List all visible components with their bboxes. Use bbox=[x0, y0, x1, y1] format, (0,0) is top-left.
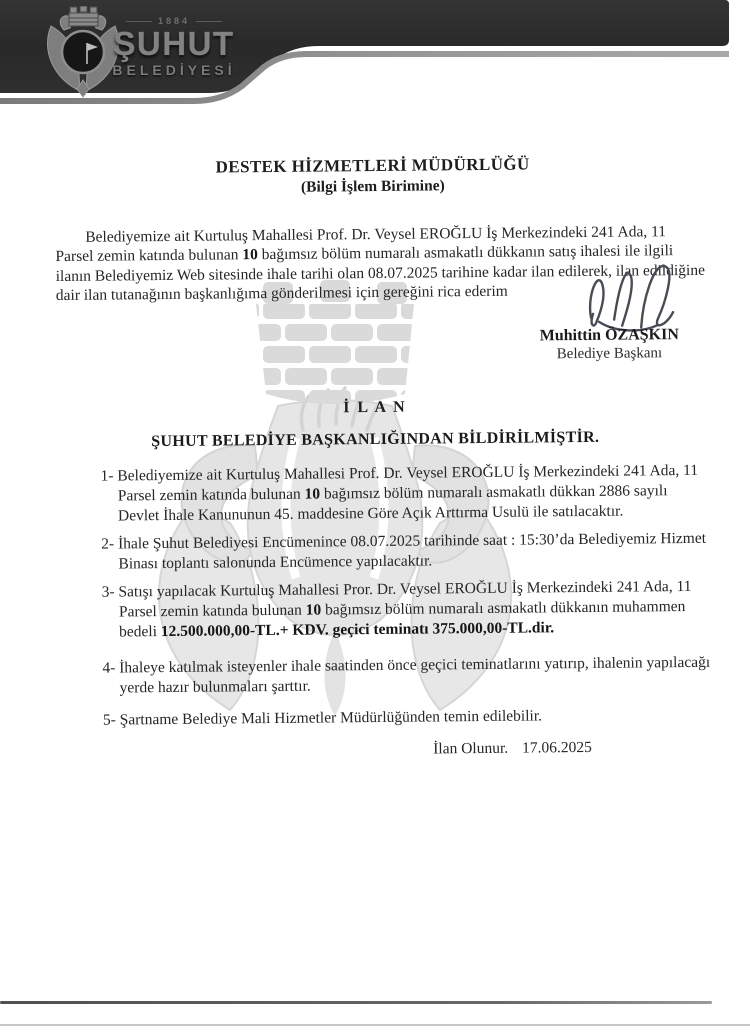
item-text: bağımsız bölüm numaralı asmakatlı dükkanın muhammen bedeli bbox=[119, 598, 686, 641]
department-unit-subtitle: (Bilgi İşlem Birimine) bbox=[300, 177, 445, 196]
closing-statement: İlan Olunur. bbox=[433, 739, 509, 758]
item-bold-price: 12.500.000,00-TL.+ KDV. geçici teminatı 375.000,00-TL.dir. bbox=[160, 619, 555, 641]
signer-name: Muhittin ÖZAŞKIN bbox=[539, 326, 679, 345]
year-rule-right bbox=[196, 21, 222, 22]
item-bold-number: 10 bbox=[304, 485, 321, 503]
announcement-item-4 bbox=[102, 653, 710, 699]
department-title: DESTEK HİZMETLERİ MÜDÜRLÜĞÜ bbox=[215, 154, 530, 177]
founding-year-text: 1884 bbox=[157, 16, 191, 26]
announcement-items bbox=[101, 461, 712, 731]
announcement-heading: İ L A N bbox=[343, 398, 407, 417]
announcement-subheading: ŞUHUT BELEDİYE BAŞKANLIĞINDAN BİLDİRİLMİŞTİR. bbox=[151, 428, 600, 451]
year-rule-left bbox=[126, 21, 152, 22]
item-text: 5- Şartname Belediye Mali Hizmetler Müdürlüğünden temin edilebilir. bbox=[102, 707, 543, 729]
closing-date: 17.06.2025 bbox=[522, 738, 592, 757]
footer-thin-line bbox=[0, 1024, 750, 1026]
municipality-name: ŞUHUT bbox=[113, 25, 235, 62]
item-text: 3- Satışı yapılacak Kurtuluş Mahallesi Pror. Dr. Veysel EROĞLU İş Merkezindeki 241 Ada, 11 Parsel zemin katında bulunan bbox=[101, 577, 692, 621]
footer-divider-line bbox=[0, 1001, 712, 1004]
letter-body-text: Belediyemize ait Kurtuluş Mahallesi Prof. Dr. Veysel EROĞLU İş Merkezindeki 241 Ada, 11 Parsel zemin katında bulunan bbox=[55, 222, 667, 266]
letter-body-text: bağımsız bölüm numaralı asmakatlı dükkanın satış ihalesi ile ilgili ilanın Belediyemiz Web sitesinde ihale tarihi olan 08.07.2025 tarihine kadar ilan edilerek, ilan edildiğine dair ilan tutanağının başkanlığıma gönderilmesi için gereğini rica ederim bbox=[55, 242, 706, 305]
announcement-item-2 bbox=[101, 529, 709, 575]
signer-title: Belediye Başkanı bbox=[556, 345, 663, 363]
announcement-item-5 bbox=[103, 705, 711, 731]
header-brand bbox=[110, 16, 238, 78]
letter-body-bold-number: 10 bbox=[242, 246, 258, 264]
item-text: 4- İhaleye katılmak isteyenler ihale saatinden önce geçici teminatlarını yatırıp, ihalenin yapılacağı yerde hazır bulunmaları şarttır. bbox=[102, 653, 711, 697]
municipality-subtitle: BELEDİYESİ bbox=[112, 62, 236, 78]
announcement-item-3 bbox=[102, 577, 711, 643]
item-text: bağımsız bölüm numaralı asmakatlı dükkan 2886 sayılı Devlet İhale Kanununun 45. maddesine Göre Açık Arttırma Usulü ile satılacaktır. bbox=[117, 482, 668, 525]
item-bold-number: 10 bbox=[305, 601, 322, 619]
closing-line bbox=[433, 738, 693, 758]
item-text: 1- Belediyemize ait Kurtuluş Mahallesi Prof. Dr. Veysel EROĞLU İş Merkezindeki 241 Ada, 11 Parsel zemin katında bulunan bbox=[100, 461, 699, 505]
announcement-item-1 bbox=[101, 461, 710, 527]
item-text: 2- İhale Şuhut Belediyesi Encümenince 08.07.2025 tarihinde saat : 15:30’da Belediyemiz Hizmet Binası toplantı salonunda Encümence yapılacaktır. bbox=[101, 529, 707, 573]
header-banner bbox=[0, 0, 750, 130]
